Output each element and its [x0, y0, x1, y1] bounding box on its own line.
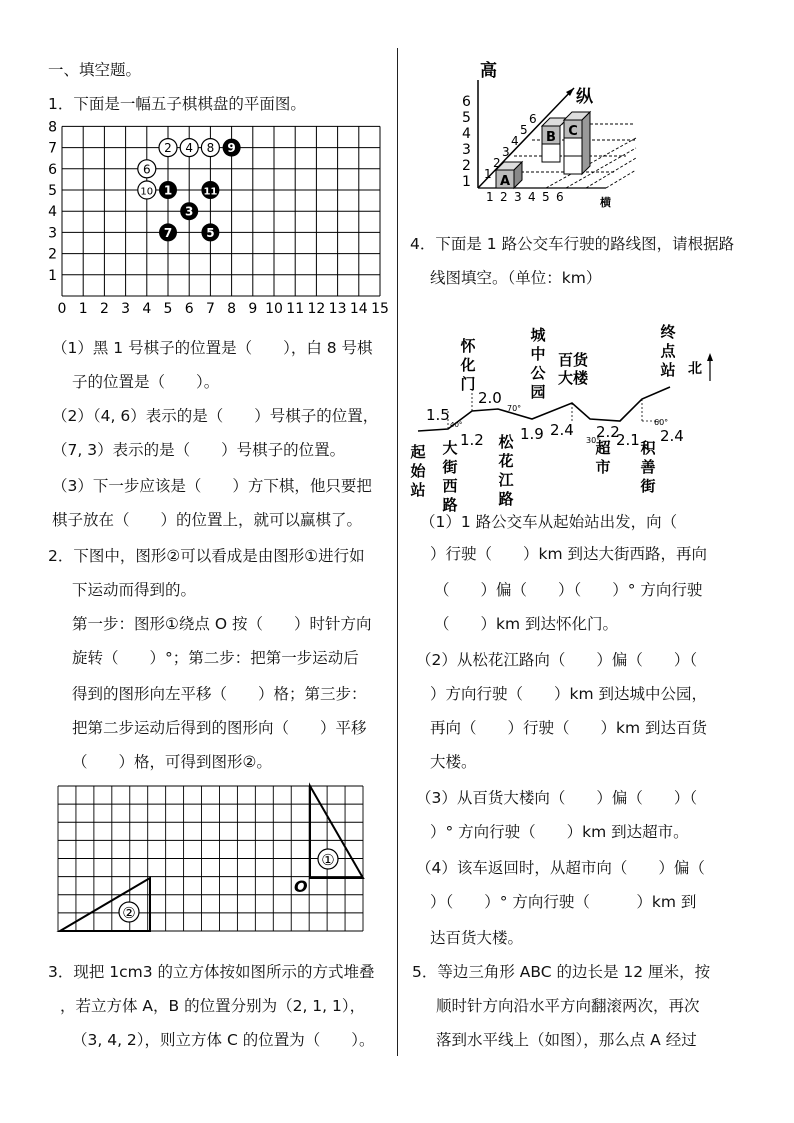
svg-text:市: 市 [595, 458, 611, 476]
point-o-label: O [294, 877, 308, 896]
high-tick: 4 [462, 126, 471, 142]
x-tick-label: 4 [142, 301, 152, 317]
x-tick-label: 12 [307, 301, 326, 317]
white-stone [138, 181, 156, 199]
svg-text:园: 园 [530, 383, 546, 401]
y-tick-label: 5 [48, 183, 57, 199]
horiz-tick: 6 [556, 190, 564, 204]
svg-text:超: 超 [595, 439, 611, 457]
svg-text:站: 站 [660, 361, 676, 379]
svg-text:40°: 40° [450, 421, 463, 429]
q2-line: 第一步：图形①绕点 O 按（ ）时针方向 [72, 615, 372, 633]
svg-text:30°: 30° [586, 436, 601, 445]
svg-text:11: 11 [203, 186, 218, 198]
y-tick-label: 2 [48, 246, 57, 263]
svg-text:起: 起 [410, 443, 426, 461]
long-tick: 6 [529, 112, 537, 126]
q1-line: 棋子放在（ ）的位置上，就可以赢棋了。 [52, 511, 363, 529]
svg-text:A: A [499, 174, 511, 189]
svg-text:大楼: 大楼 [557, 369, 589, 387]
x-tick-label: 6 [184, 301, 194, 317]
black-stone [223, 139, 241, 157]
q5-line: 顺时针方向沿水平方向翻滚两次，再次 [436, 997, 700, 1015]
station-label [441, 439, 457, 514]
long-tick: 2 [493, 156, 501, 170]
q5-line: 落到水平线上（如图），那么点 A 经过 [436, 1031, 697, 1049]
svg-text:积: 积 [640, 439, 656, 457]
long-tick: 4 [511, 134, 519, 148]
shape-1-label: ① [321, 851, 335, 869]
horiz-tick: 4 [528, 190, 536, 204]
svg-text:路: 路 [442, 496, 458, 514]
q1-line: （3）下一步应该是（ ）方下棋，他只要把 [52, 477, 372, 495]
q1-line: （2）（4, 6）表示的是（ ）号棋子的位置， [52, 407, 379, 425]
high-tick: 3 [462, 142, 471, 158]
cube-stack-figure [456, 58, 656, 209]
svg-text:中: 中 [530, 345, 546, 363]
long-tick: 1 [484, 167, 492, 181]
horiz-tick: 3 [514, 190, 522, 204]
q1-line: （1）黑 1 号棋子的位置是（ ），白 8 号棋 [52, 339, 373, 357]
q4-line: ）（ ）° 方向行驶（ ）km 到 [430, 893, 697, 911]
black-stone [201, 181, 219, 199]
shape-2 [60, 878, 150, 931]
station-label [558, 351, 589, 387]
svg-text:终: 终 [660, 323, 676, 341]
svg-text:6: 6 [142, 162, 151, 177]
x-tick-label: 7 [205, 301, 215, 317]
q2-line: 下运动而得到的。 [72, 581, 197, 599]
x-tick-label: 5 [163, 301, 173, 317]
q4-line: （ ）偏（ ）（ ）° 方向行驶 [434, 581, 703, 599]
svg-text:化: 化 [460, 356, 476, 374]
black-stone [159, 223, 177, 241]
station-label [530, 326, 546, 401]
station-label [660, 323, 676, 379]
svg-text:公: 公 [530, 364, 546, 382]
svg-text:路: 路 [498, 490, 514, 508]
station-label [639, 439, 656, 495]
svg-text:2.4: 2.4 [660, 427, 684, 445]
svg-text:1.5: 1.5 [426, 406, 450, 424]
svg-text:5: 5 [206, 225, 215, 240]
x-tick-label: 2 [99, 301, 109, 317]
q2-line: 2．下图中，图形②可以看成是由图形①进行如 [48, 547, 365, 565]
q4-line: （1）1 路公交车从起始站出发，向（ [420, 513, 678, 531]
svg-text:1.2: 1.2 [460, 431, 484, 449]
svg-text:西: 西 [442, 477, 458, 495]
bus-route-map [410, 323, 740, 525]
q3-line: （3, 4, 2），则立方体 C 的位置为（ ）。 [72, 1031, 375, 1049]
board-grid [62, 126, 380, 296]
q4-line: ）行驶（ ）km 到达大街西路，再向 [430, 545, 708, 563]
q4-line: ）方向行驶（ ）km 到达城中公园， [430, 685, 708, 703]
q5-line: 5．等边三角形 ABC 的边长是 12 厘米，按 [412, 963, 711, 981]
column-divider [397, 48, 398, 1056]
svg-text:江: 江 [498, 471, 514, 489]
svg-text:2.0: 2.0 [478, 389, 502, 407]
x-tick-label: 0 [57, 301, 67, 317]
svg-text:花: 花 [498, 452, 514, 470]
x-tick-label: 3 [121, 301, 131, 317]
white-stone [159, 139, 177, 157]
shape-2-label: ② [122, 904, 136, 922]
long-tick: 5 [520, 123, 528, 137]
y-tick-label: 4 [48, 204, 57, 221]
q4-line: （ ）km 到达怀化门。 [434, 615, 619, 633]
axis-long-label: 纵 [576, 87, 593, 107]
cube-b: B [546, 130, 556, 145]
y-tick-label: 6 [48, 161, 57, 178]
x-tick-label: 10 [265, 301, 283, 317]
svg-text:2.1: 2.1 [616, 431, 640, 449]
q4-line: 4．下面是 1 路公交车行驶的路线图，请根据路 [410, 235, 735, 253]
horiz-tick: 5 [542, 190, 550, 204]
svg-text:8: 8 [206, 141, 215, 156]
axis-high-label: 高 [480, 61, 497, 81]
x-tick-label: 1 [78, 301, 88, 317]
q4-line: 大楼。 [430, 753, 477, 771]
q3-line: ，若立方体 A，B 的位置分别为（2, 1, 1）， [60, 997, 366, 1015]
x-tick-label: 15 [371, 301, 389, 317]
x-tick-label: 11 [286, 301, 305, 317]
svg-text:10: 10 [140, 186, 154, 198]
q4-line: 再向（ ）行驶（ ）km 到达百货 [430, 719, 708, 737]
q1-stem: 1．下面是一幅五子棋棋盘的平面图。 [48, 95, 306, 113]
svg-text:2: 2 [164, 141, 172, 156]
q1-line: 子的位置是（ ）。 [72, 373, 220, 391]
q2-line: 得到的图形向左平移（ ）格；第三步： [72, 685, 367, 703]
axis-horiz-label: 横 [600, 196, 611, 209]
y-tick-label: 1 [48, 267, 57, 284]
y-tick-label: 3 [48, 225, 57, 242]
q4-line: （2）从松花江路向（ ）偏（ ）（ [416, 651, 698, 669]
svg-text:7: 7 [163, 225, 173, 240]
high-tick: 2 [462, 158, 471, 174]
svg-text:点: 点 [660, 342, 676, 360]
white-stone [201, 139, 219, 157]
svg-text:站: 站 [410, 481, 426, 499]
svg-text:善: 善 [640, 458, 656, 476]
black-stone [201, 223, 219, 241]
q4-line: （3）从百货大楼向（ ）偏（ ）（ [416, 789, 698, 807]
gobang-board [40, 119, 390, 323]
x-tick-label: 14 [349, 301, 368, 317]
svg-text:怀: 怀 [460, 337, 476, 355]
horiz-tick: 1 [486, 190, 494, 204]
q1-line: （7, 3）表示的是（ ）号棋子的位置。 [52, 441, 346, 459]
q4-line: 线图填空。（单位：km） [430, 269, 602, 287]
station-label [595, 439, 610, 476]
svg-text:9: 9 [227, 141, 236, 156]
black-stone [159, 181, 177, 199]
y-tick-label: 7 [48, 140, 57, 157]
cube-stack-right [542, 112, 590, 174]
horiz-tick: 2 [500, 190, 508, 204]
high-tick: 1 [462, 174, 471, 190]
x-tick-label: 8 [227, 301, 237, 317]
cube-c: C [568, 124, 578, 139]
station-label [459, 337, 476, 393]
x-tick-label: 9 [248, 301, 258, 317]
q3-line: 3．现把 1cm3 的立方体按如图所示的方式堆叠 [48, 963, 375, 981]
station-labels [410, 323, 676, 514]
q2-line: 把第二步运动后得到的图形向（ ）平移 [72, 719, 367, 737]
shape-1 [310, 786, 363, 878]
y-tick-label: 8 [48, 119, 57, 136]
long-tick: 3 [502, 145, 510, 159]
svg-text:3: 3 [185, 204, 194, 219]
svg-text:松: 松 [498, 433, 514, 451]
station-label [410, 443, 426, 499]
svg-text:城: 城 [530, 326, 546, 344]
svg-text:始: 始 [410, 462, 426, 480]
svg-text:1: 1 [163, 183, 173, 198]
svg-text:百货: 百货 [557, 351, 589, 369]
section-title: 一、填空题。 [48, 61, 142, 79]
q4-line: 达百货大楼。 [430, 929, 524, 947]
x-tick-label: 13 [328, 301, 347, 317]
q2-line: （ ）格，可得到图形②。 [72, 753, 272, 771]
q4-line: （4）该车返回时，从超市向（ ）偏（ [416, 859, 705, 877]
svg-text:大: 大 [442, 439, 458, 457]
svg-text:2.2: 2.2 [596, 423, 620, 441]
white-stone [138, 160, 156, 178]
svg-text:2.4: 2.4 [550, 421, 574, 439]
white-stone [180, 139, 198, 157]
north-label: 北 [688, 361, 702, 377]
high-tick: 6 [462, 94, 471, 110]
q2-line: 旋转（ ）°；第二步：把第一步运动后 [72, 649, 359, 667]
q4-line: ）° 方向行驶（ ）km 到达超市。 [430, 823, 689, 841]
high-tick: 5 [462, 110, 471, 126]
black-stone [180, 202, 198, 220]
svg-text:街: 街 [442, 458, 458, 476]
station-label [497, 433, 514, 508]
transform-grid [58, 786, 368, 936]
svg-text:街: 街 [640, 477, 656, 495]
svg-text:1.9: 1.9 [520, 425, 544, 443]
svg-text:门: 门 [460, 375, 476, 393]
svg-text:70°: 70° [507, 404, 522, 413]
grid-lines [58, 786, 363, 931]
svg-text:60°: 60° [654, 418, 669, 427]
svg-text:4: 4 [185, 141, 194, 156]
